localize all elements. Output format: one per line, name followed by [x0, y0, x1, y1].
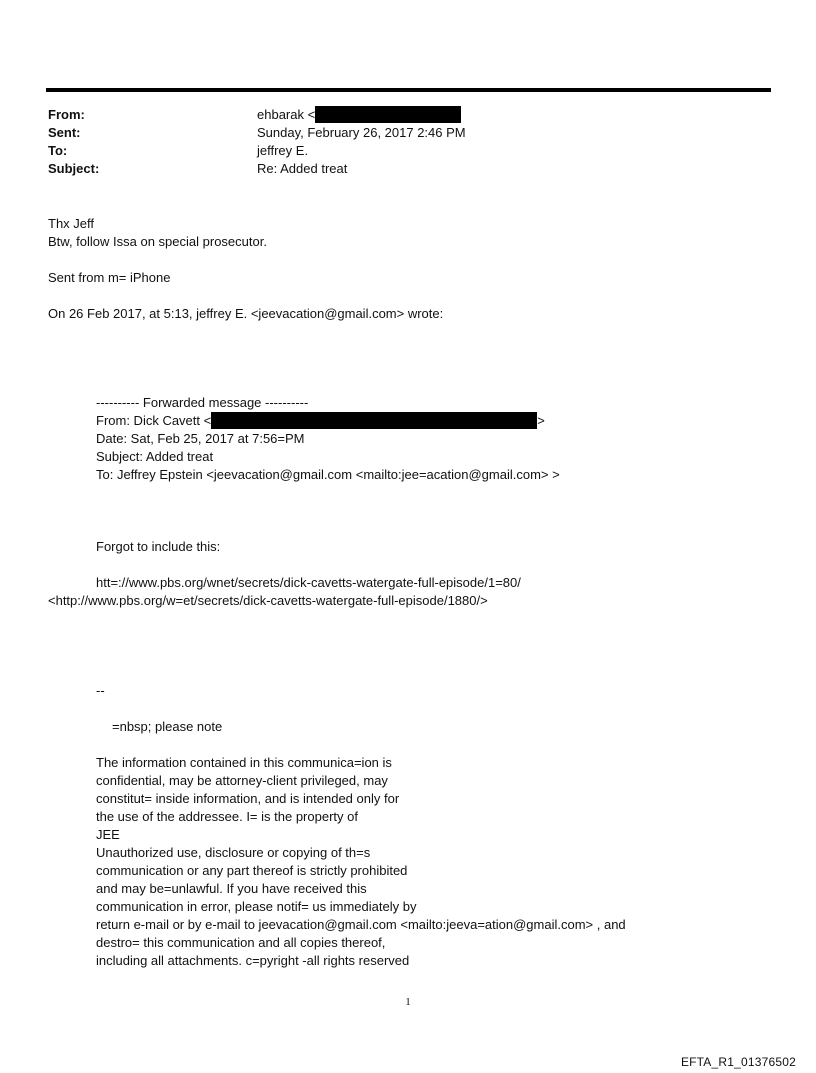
disclaimer-line: including all attachments. c=pyright -all rights reserved: [96, 953, 410, 968]
redaction-box: [315, 106, 461, 123]
to-value: jeffrey E.: [257, 143, 309, 158]
reply-signature: Sent from m= iPhone: [48, 270, 171, 285]
please-note: =nbsp; please note: [112, 719, 223, 734]
sent-label: Sent:: [48, 125, 81, 140]
from-label: From:: [48, 107, 85, 122]
page-number: 1: [405, 996, 411, 1008]
disclaimer-line: return e-mail or by e-mail to jeevacation@gmail.com <mailto:jeeva=ation@gmail.com> , and: [96, 917, 626, 932]
forwarded-subject: Subject: Added treat: [96, 449, 214, 464]
disclaimer-line: The information contained in this communica=ion is: [96, 755, 392, 770]
disclaimer-line: and may be=unlawful. If you have received this: [96, 881, 367, 896]
disclaimer-line: confidential, may be attorney-client privileged, may: [96, 773, 388, 788]
disclaimer-line: the use of the addressee. I= is the property of: [96, 809, 358, 824]
from-value: [257, 106, 461, 124]
from-value-text: ehbarak <: [257, 107, 316, 122]
disclaimer-line: Unauthorized use, disclosure or copying of th=s: [96, 845, 371, 860]
disclaimer-line: destro= this communication and all copies thereof,: [96, 935, 386, 950]
forwarded-from-tail: >: [537, 413, 545, 428]
bates-number: EFTA_R1_01376502: [680, 1055, 796, 1069]
header-rule: [46, 88, 771, 92]
subject-value: Re: Added treat: [257, 161, 348, 176]
signature-dashes: --: [96, 683, 105, 698]
reply-line-1: Thx Jeff: [48, 216, 95, 231]
quote-intro: On 26 Feb 2017, at 5:13, jeffrey E. <jeevacation@gmail.com> wrote:: [48, 306, 444, 321]
forwarded-link-1: htt=://www.pbs.org/wnet/secrets/dick-cavetts-watergate-full-episode/1=80/: [96, 575, 521, 590]
disclaimer-line: JEE: [96, 827, 120, 842]
subject-label: Subject:: [48, 161, 100, 176]
disclaimer-line: communication or any part thereof is strictly prohibited: [96, 863, 408, 878]
reply-line-2: Btw, follow Issa on special prosecutor.: [48, 234, 267, 249]
forwarded-from-text: From: Dick Cavett <: [96, 413, 212, 428]
forwarded-link-2: <http://www.pbs.org/w=et/secrets/dick-cavetts-watergate-full-episode/1880/>: [48, 593, 488, 608]
sent-value: Sunday, February 26, 2017 2:46 PM: [257, 125, 466, 140]
to-label: To:: [48, 143, 68, 158]
disclaimer-line: constitut= inside information, and is intended only for: [96, 791, 400, 806]
forwarded-to: To: Jeffrey Epstein <jeevacation@gmail.com <mailto:jee=acation@gmail.com> >: [96, 467, 560, 482]
forwarded-body-line: Forgot to include this:: [96, 539, 221, 554]
forwarded-from: [96, 412, 545, 430]
redaction-box: [211, 412, 537, 429]
forwarded-date: Date: Sat, Feb 25, 2017 at 7:56=PM: [96, 431, 305, 446]
disclaimer-line: communication in error, please notif= us immediately by: [96, 899, 417, 914]
forwarded-banner: ---------- Forwarded message ----------: [96, 395, 309, 410]
